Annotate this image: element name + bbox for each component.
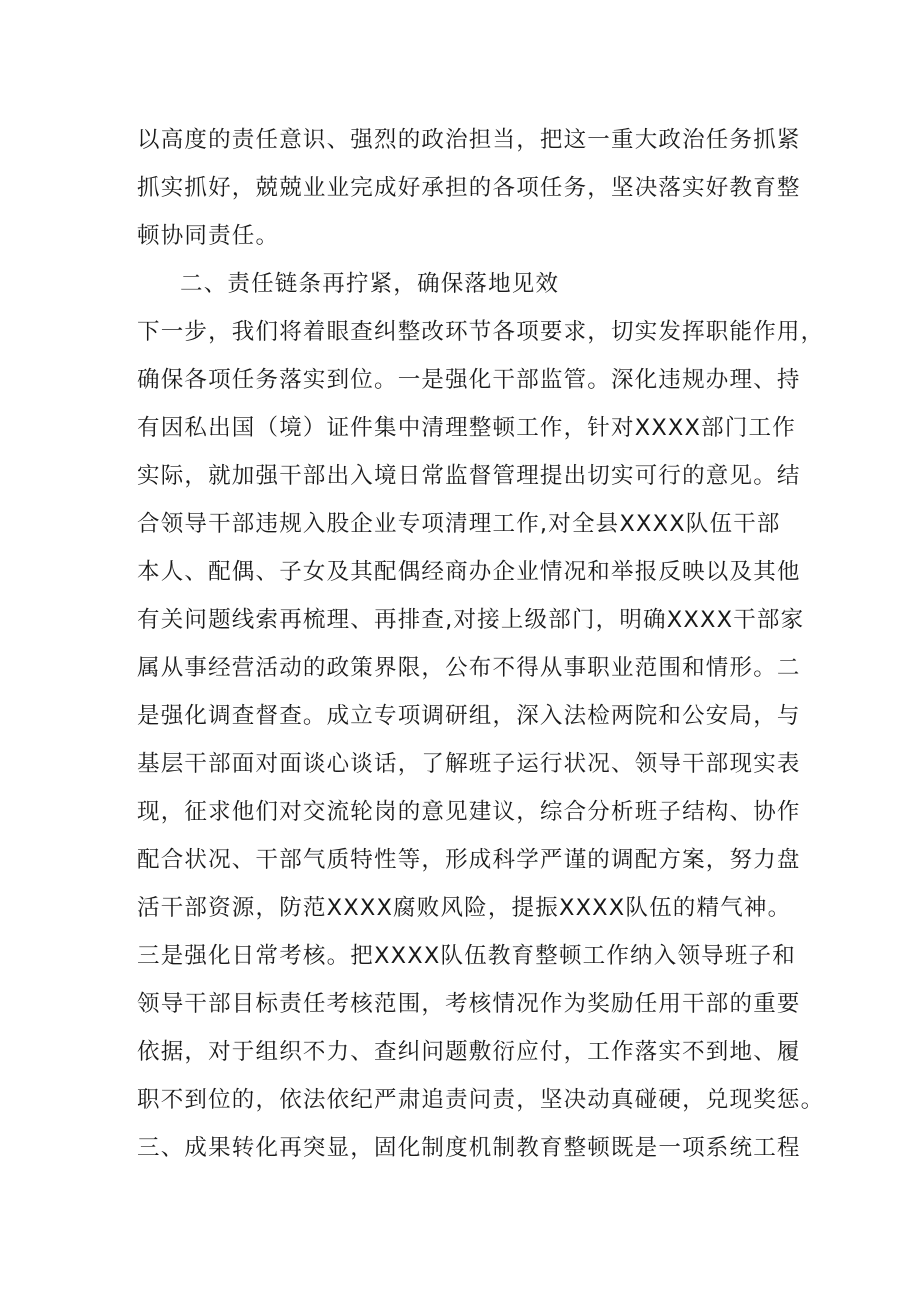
body-text-line: 本人、配偶、子女及其配偶经商办企业情况和举报反映以及其他	[137, 559, 801, 585]
body-text-line: 领导干部目标责任考核范围，考核情况作为奖励任用干部的重要	[137, 991, 801, 1017]
body-text-line: 合领导干部违规入股企业专项清理工作,对全县XXXX队伍干部	[137, 511, 781, 537]
body-text-line: 现，征求他们对交流轮岗的意见建议，综合分析班子结构、协作	[137, 799, 801, 825]
body-text-line: 实际，就加强干部出入境日常监督管理提出切实可行的意见。结	[137, 463, 801, 489]
body-text-line: 下一步，我们将着眼查纠整改环节各项要求，切实发挥职能作用，	[137, 319, 825, 345]
body-text-line: 有关问题线索再梳理、再排查,对接上级部门，明确XXXX干部家	[137, 607, 805, 633]
body-text-line: 基层干部面对面谈心谈话，了解班子运行状况、领导干部现实表	[137, 751, 801, 777]
body-text-line: 职不到位的，依法依纪严肃追责问责，坚决动真碰硬，兑现奖惩。	[137, 1087, 825, 1113]
body-text-line: 以高度的责任意识、强烈的政治担当，把这一重大政治任务抓紧	[137, 127, 801, 153]
section-heading: 二、责任链条再拧紧，确保落地见效	[180, 271, 560, 297]
body-text-line: 配合状况、干部气质特性等，形成科学严谨的调配方案，努力盘	[137, 847, 801, 873]
body-text-line: 抓实抓好，兢兢业业完成好承担的各项任务，坚决落实好教育整	[137, 175, 801, 201]
body-text-line: 确保各项任务落实到位。一是强化干部监管。深化违规办理、持	[137, 367, 801, 393]
body-text-line: 顿协同责任。	[137, 223, 280, 249]
body-text-line: 三是强化日常考核。把XXXX队伍教育整顿工作纳入领导班子和	[137, 943, 796, 969]
body-text-line: 属从事经营活动的政策界限，公布不得从事职业范围和情形。二	[137, 655, 801, 681]
body-text-line: 依据，对于组织不力、查纠问题敷衍应付，工作落实不到地、履	[137, 1039, 801, 1065]
body-text-line: 活干部资源，防范XXXX腐败风险，提振XXXX队伍的精气神。	[137, 895, 792, 921]
body-text-line: 是强化调查督查。成立专项调研组，深入法检两院和公安局，与	[137, 703, 801, 729]
section-heading: 三、成果转化再突显，固化制度机制教育整顿既是一项系统工程	[137, 1135, 801, 1161]
body-text-line: 有因私出国（境）证件集中清理整顿工作，针对XXXX部门工作	[137, 415, 796, 441]
